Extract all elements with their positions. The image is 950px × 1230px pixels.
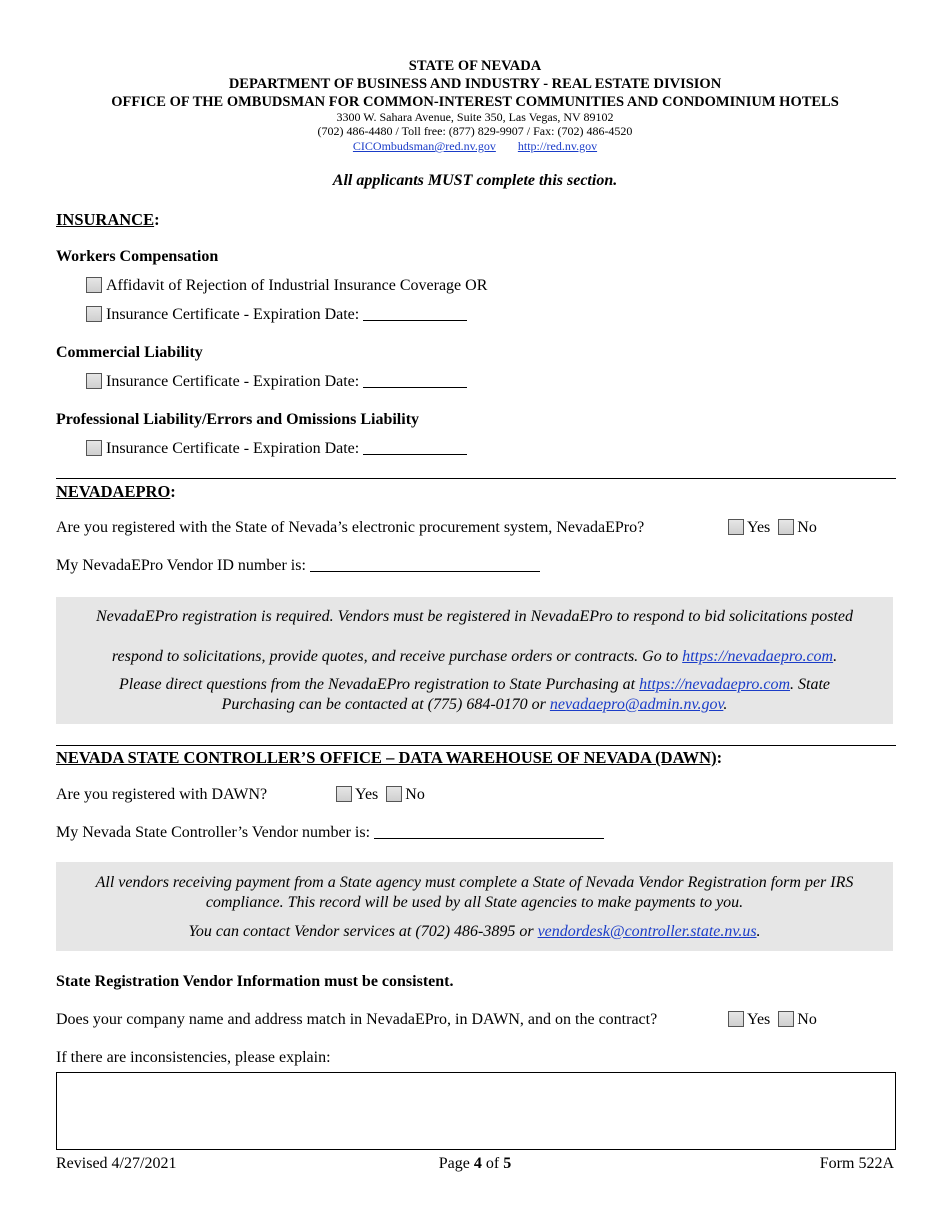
affidavit-checkbox[interactable] — [86, 277, 102, 293]
dawn-note-line2: compliance. This record will be used by all State agencies to make payments to you. — [205, 894, 744, 911]
divider — [56, 745, 896, 746]
workers-comp-certificate-label: Insurance Certificate - Expiration Date: — [106, 306, 360, 323]
workers-comp-heading: Workers Compensation — [56, 248, 219, 265]
header-department: DEPARTMENT OF BUSINESS AND INDUSTRY - REAL ESTATE DIVISION — [228, 76, 722, 92]
nevadaepro-vendor-id-field[interactable] — [310, 557, 540, 572]
workers-comp-certificate-checkbox[interactable] — [86, 306, 102, 322]
workers-comp-expiration-field[interactable] — [363, 306, 467, 321]
footer-form-number: Form 522A — [819, 1155, 894, 1172]
nevadaepro-title: NEVADAEPRO: — [56, 482, 176, 501]
nevadaepro-question: Are you registered with the State of Nevada’s electronic procurement system, NevadaEPro? — [56, 519, 645, 536]
nevadaepro-note-line4: Purchasing can be contacted at (775) 684-0170 or nevadaepro@admin.nv.gov. — [221, 696, 728, 713]
header-address: 3300 W. Sahara Avenue, Suite 350, Las Vegas, NV 89102 — [336, 110, 614, 124]
dawn-question: Are you registered with DAWN? — [56, 786, 268, 803]
commercial-certificate-label: Insurance Certificate - Expiration Date: — [106, 373, 360, 390]
dawn-note-line3: You can contact Vendor services at (702) 486-3895 or vendordesk@controller.state.nv.us. — [188, 923, 761, 940]
dawn-yes-no — [336, 786, 425, 804]
nevadaepro-note-line2: respond to solicitations, provide quotes, and receive purchase orders or contracts. Go to https://nevadaepro.com. — [111, 648, 838, 665]
consistency-yes-no — [728, 1011, 817, 1029]
nevadaepro-vendor-id-row — [56, 557, 540, 575]
commercial-certificate-row — [86, 373, 467, 391]
dawn-note — [56, 862, 893, 951]
header-links — [0, 139, 950, 153]
commercial-certificate-checkbox[interactable] — [86, 373, 102, 389]
nevadaepro-yes-label: Yes — [747, 519, 771, 536]
nevadaepro-link-2[interactable]: https://nevadaepro.com — [639, 676, 791, 693]
professional-certificate-checkbox[interactable] — [86, 440, 102, 456]
explain-label: If there are inconsistencies, please explain: — [56, 1049, 331, 1066]
nevadaepro-vendor-id-label: My NevadaEPro Vendor ID number is: — [56, 557, 306, 574]
commercial-expiration-field[interactable] — [363, 373, 467, 388]
nevadaepro-yes-checkbox[interactable] — [728, 519, 744, 535]
professional-certificate-label: Insurance Certificate - Expiration Date: — [106, 440, 360, 457]
footer-revised: Revised 4/27/2021 — [56, 1155, 177, 1172]
consistency-no-checkbox[interactable] — [778, 1011, 794, 1027]
nevadaepro-note — [56, 597, 893, 724]
commercial-liability-heading: Commercial Liability — [56, 344, 203, 361]
nevadaepro-no-label: No — [797, 519, 817, 536]
nevadaepro-yes-no — [728, 519, 817, 537]
explain-textarea[interactable] — [56, 1072, 896, 1150]
header-state: STATE OF NEVADA — [408, 58, 542, 74]
professional-certificate-row — [86, 440, 467, 458]
consistency-question: Does your company name and address match in NevadaEPro, in DAWN, and on the contract? — [56, 1011, 658, 1028]
insurance-title: INSURANCE: — [56, 210, 160, 229]
header-office: OFFICE OF THE OMBUDSMAN FOR COMMON-INTEREST COMMUNITIES AND CONDOMINIUM HOTELS — [111, 94, 839, 110]
consistency-yes-checkbox[interactable] — [728, 1011, 744, 1027]
nevadaepro-note-line1: NevadaEPro registration is required. Vendors must be registered in NevadaEPro to respond to bid solicitations posted — [96, 608, 853, 625]
nevadaepro-link-1[interactable]: https://nevadaepro.com — [682, 648, 834, 665]
email-link[interactable]: CICOmbudsman@red.nv.gov — [352, 139, 496, 153]
header-phone: (702) 486-4480 / Toll free: (877) 829-9907 / Fax: (702) 486-4520 — [317, 124, 633, 138]
dawn-vendor-field[interactable] — [374, 824, 604, 839]
dawn-vendor-label: My Nevada State Controller’s Vendor number is: — [56, 824, 371, 841]
consistency-no-label: No — [797, 1011, 817, 1028]
divider — [56, 478, 896, 479]
dawn-no-label: No — [405, 786, 425, 803]
workers-comp-certificate-row — [86, 306, 467, 324]
footer-page-number: Page 4 of 5 — [438, 1155, 512, 1172]
dawn-yes-checkbox[interactable] — [336, 786, 352, 802]
dawn-title: NEVADA STATE CONTROLLER’S OFFICE – DATA WAREHOUSE OF NEVADA (DAWN): — [56, 748, 723, 767]
dawn-yes-label: Yes — [355, 786, 379, 803]
dawn-note-line1: All vendors receiving payment from a State agency must complete a State of Nevada Vendor Registration form per IRS — [95, 874, 854, 891]
nevadaepro-email-link[interactable]: nevadaepro@admin.nv.gov — [549, 696, 724, 713]
website-link[interactable]: http://red.nv.gov — [517, 139, 598, 153]
nevadaepro-note-line3: Please direct questions from the NevadaEPro registration to State Purchasing at https://nevadaepro.com. State — [118, 676, 831, 693]
consistency-yes-label: Yes — [747, 1011, 771, 1028]
nevadaepro-no-checkbox[interactable] — [778, 519, 794, 535]
professional-liability-heading: Professional Liability/Errors and Omissions Liability — [56, 411, 420, 428]
vendordesk-email-link[interactable]: vendordesk@controller.state.nv.us — [537, 923, 757, 940]
instruction-text: All applicants MUST complete this section. — [332, 172, 618, 189]
affidavit-label: Affidavit of Rejection of Industrial Insurance Coverage OR — [106, 277, 488, 294]
workers-comp-affidavit-row — [86, 277, 487, 295]
consistency-heading: State Registration Vendor Information must be consistent. — [56, 973, 454, 990]
professional-expiration-field[interactable] — [363, 440, 467, 455]
dawn-no-checkbox[interactable] — [386, 786, 402, 802]
dawn-vendor-row — [56, 824, 604, 842]
